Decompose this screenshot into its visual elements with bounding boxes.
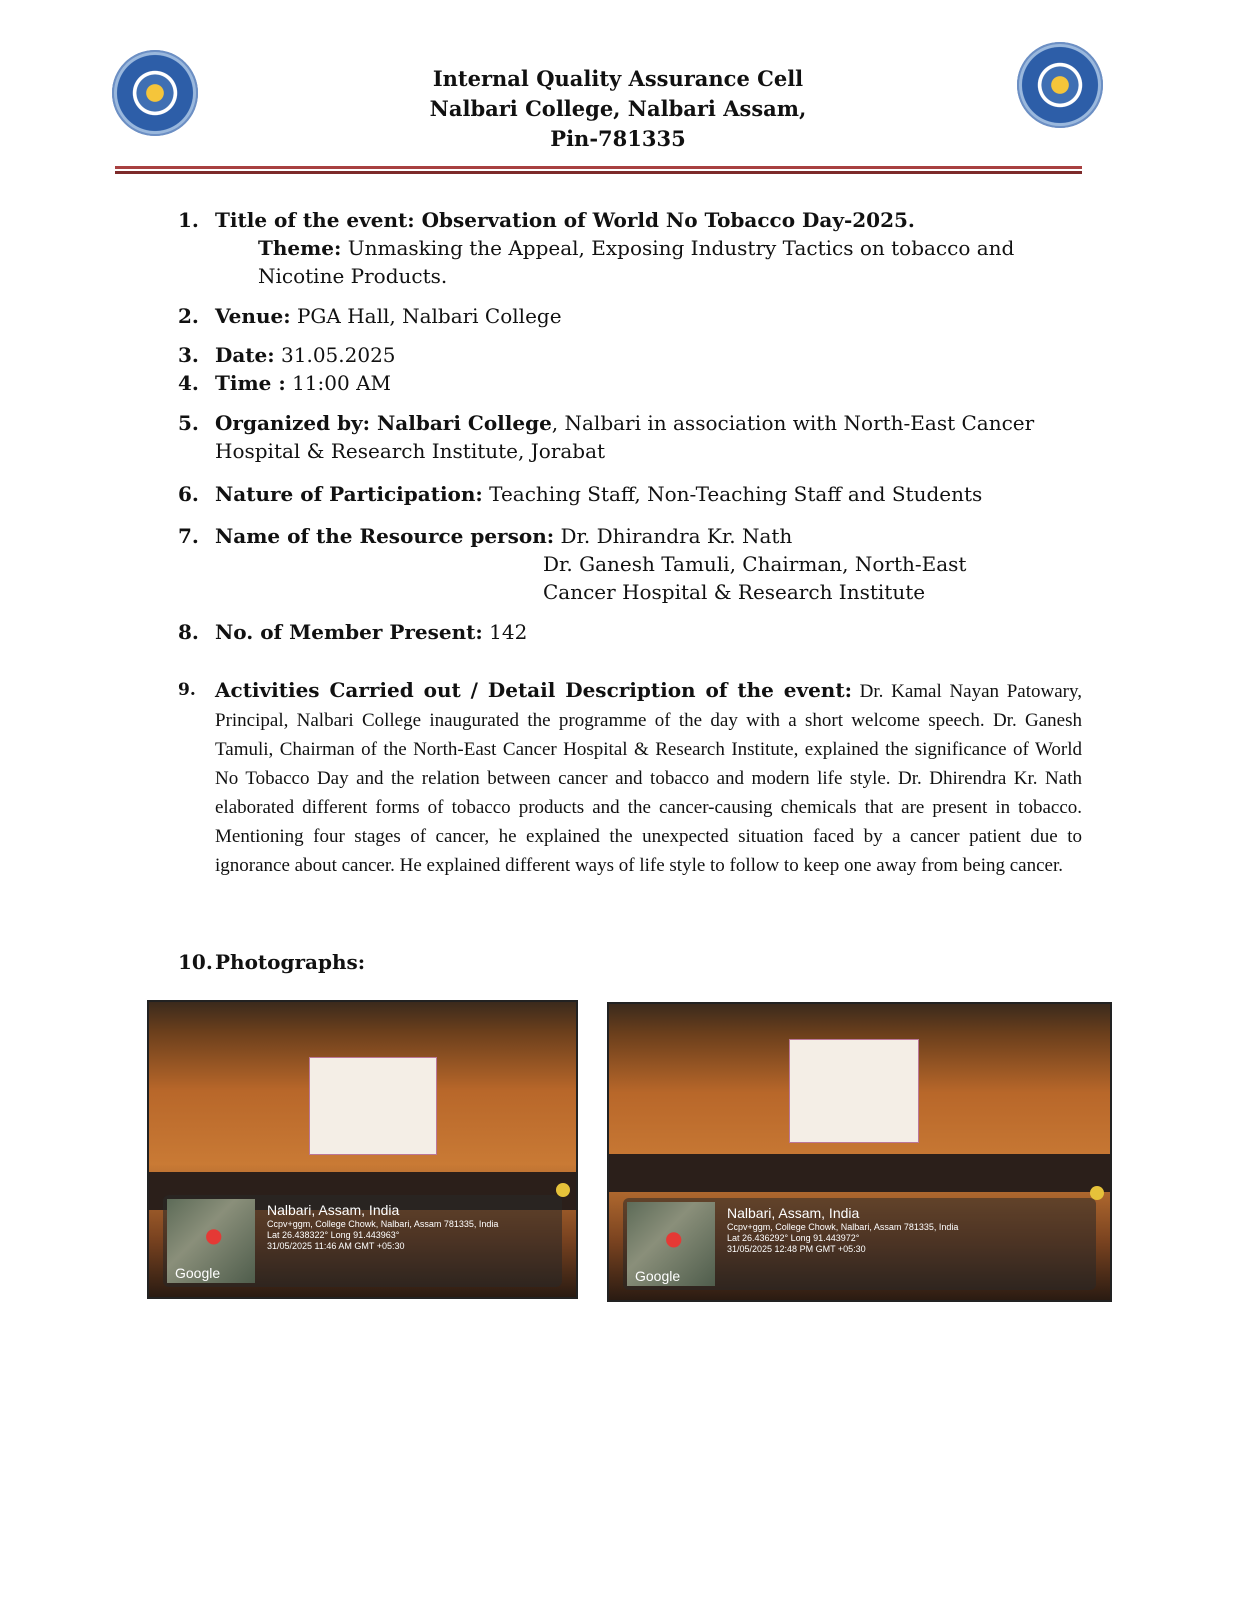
stage-banner	[789, 1039, 919, 1143]
geotag-datetime: 31/05/2025 12:48 PM GMT +05:30	[727, 1244, 866, 1254]
map-brand: Google	[635, 1268, 681, 1284]
header-line-2: Nalbari College, Nalbari Assam,	[429, 96, 807, 121]
geotag-overlay	[163, 1195, 562, 1287]
geotag-coords: Lat 26.438322° Long 91.443963°	[267, 1230, 400, 1240]
geotag-place: Nalbari, Assam, India	[727, 1205, 860, 1221]
location-pin-icon: ●	[665, 1226, 683, 1250]
stage-area	[609, 1154, 1110, 1192]
map-thumbnail	[627, 1202, 715, 1286]
header-divider	[115, 166, 1082, 169]
header-line-3: Pin-781335	[550, 126, 686, 151]
header-line-1: Internal Quality Assurance Cell	[432, 66, 804, 91]
map-brand: Google	[175, 1265, 221, 1281]
resource-person-2: Dr. Ganesh Tamuli, Chairman, North-East Cancer Hospital & Research Institute	[543, 552, 967, 604]
event-photo-2	[607, 1002, 1112, 1302]
stage-banner	[309, 1057, 437, 1155]
item-theme: Theme: Unmasking the Appeal, Exposing Industry Tactics on tobacco and Nicotine Products.	[258, 236, 1015, 288]
map-thumbnail	[167, 1199, 255, 1283]
geotag-overlay	[623, 1198, 1096, 1290]
header-divider-2	[115, 171, 1082, 174]
document-header	[0, 64, 1236, 154]
event-photo-1	[147, 1000, 578, 1299]
geotag-place: Nalbari, Assam, India	[267, 1202, 400, 1218]
geotag-coords: Lat 26.436292° Long 91.443972°	[727, 1233, 860, 1243]
location-pin-icon: ●	[205, 1223, 223, 1247]
geotag-address: Ccpv+ggm, College Chowk, Nalbari, Assam 781335, India	[267, 1219, 499, 1229]
activities-description: Activities Carried out / Detail Description of the event: Dr. Kamal Nayan Patowary, Principal, Nalbari College inaugurated the programme of the day with a short welcome speech. Dr. Ganesh Tamuli, Chairman of the North-East Cancer Hospital & Research Institute, explained the significance of World No Tobacco Day and the relation between cancer and tobacco and modern life style. Dr. Dhirendra Kr. Nath elaborated different forms of tobacco products and the cancer-causing chemicals that are present in tobacco. Mentioning four stages of cancer, he explained the unexpected situation faced by a cancer patient due to ignorance about cancer. He explained different ways of life style to follow to keep one away from being cancer.	[215, 678, 1082, 876]
geotag-datetime: 31/05/2025 11:46 AM GMT +05:30	[267, 1241, 405, 1251]
geotag-address: Ccpv+ggm, College Chowk, Nalbari, Assam 781335, India	[727, 1222, 959, 1232]
